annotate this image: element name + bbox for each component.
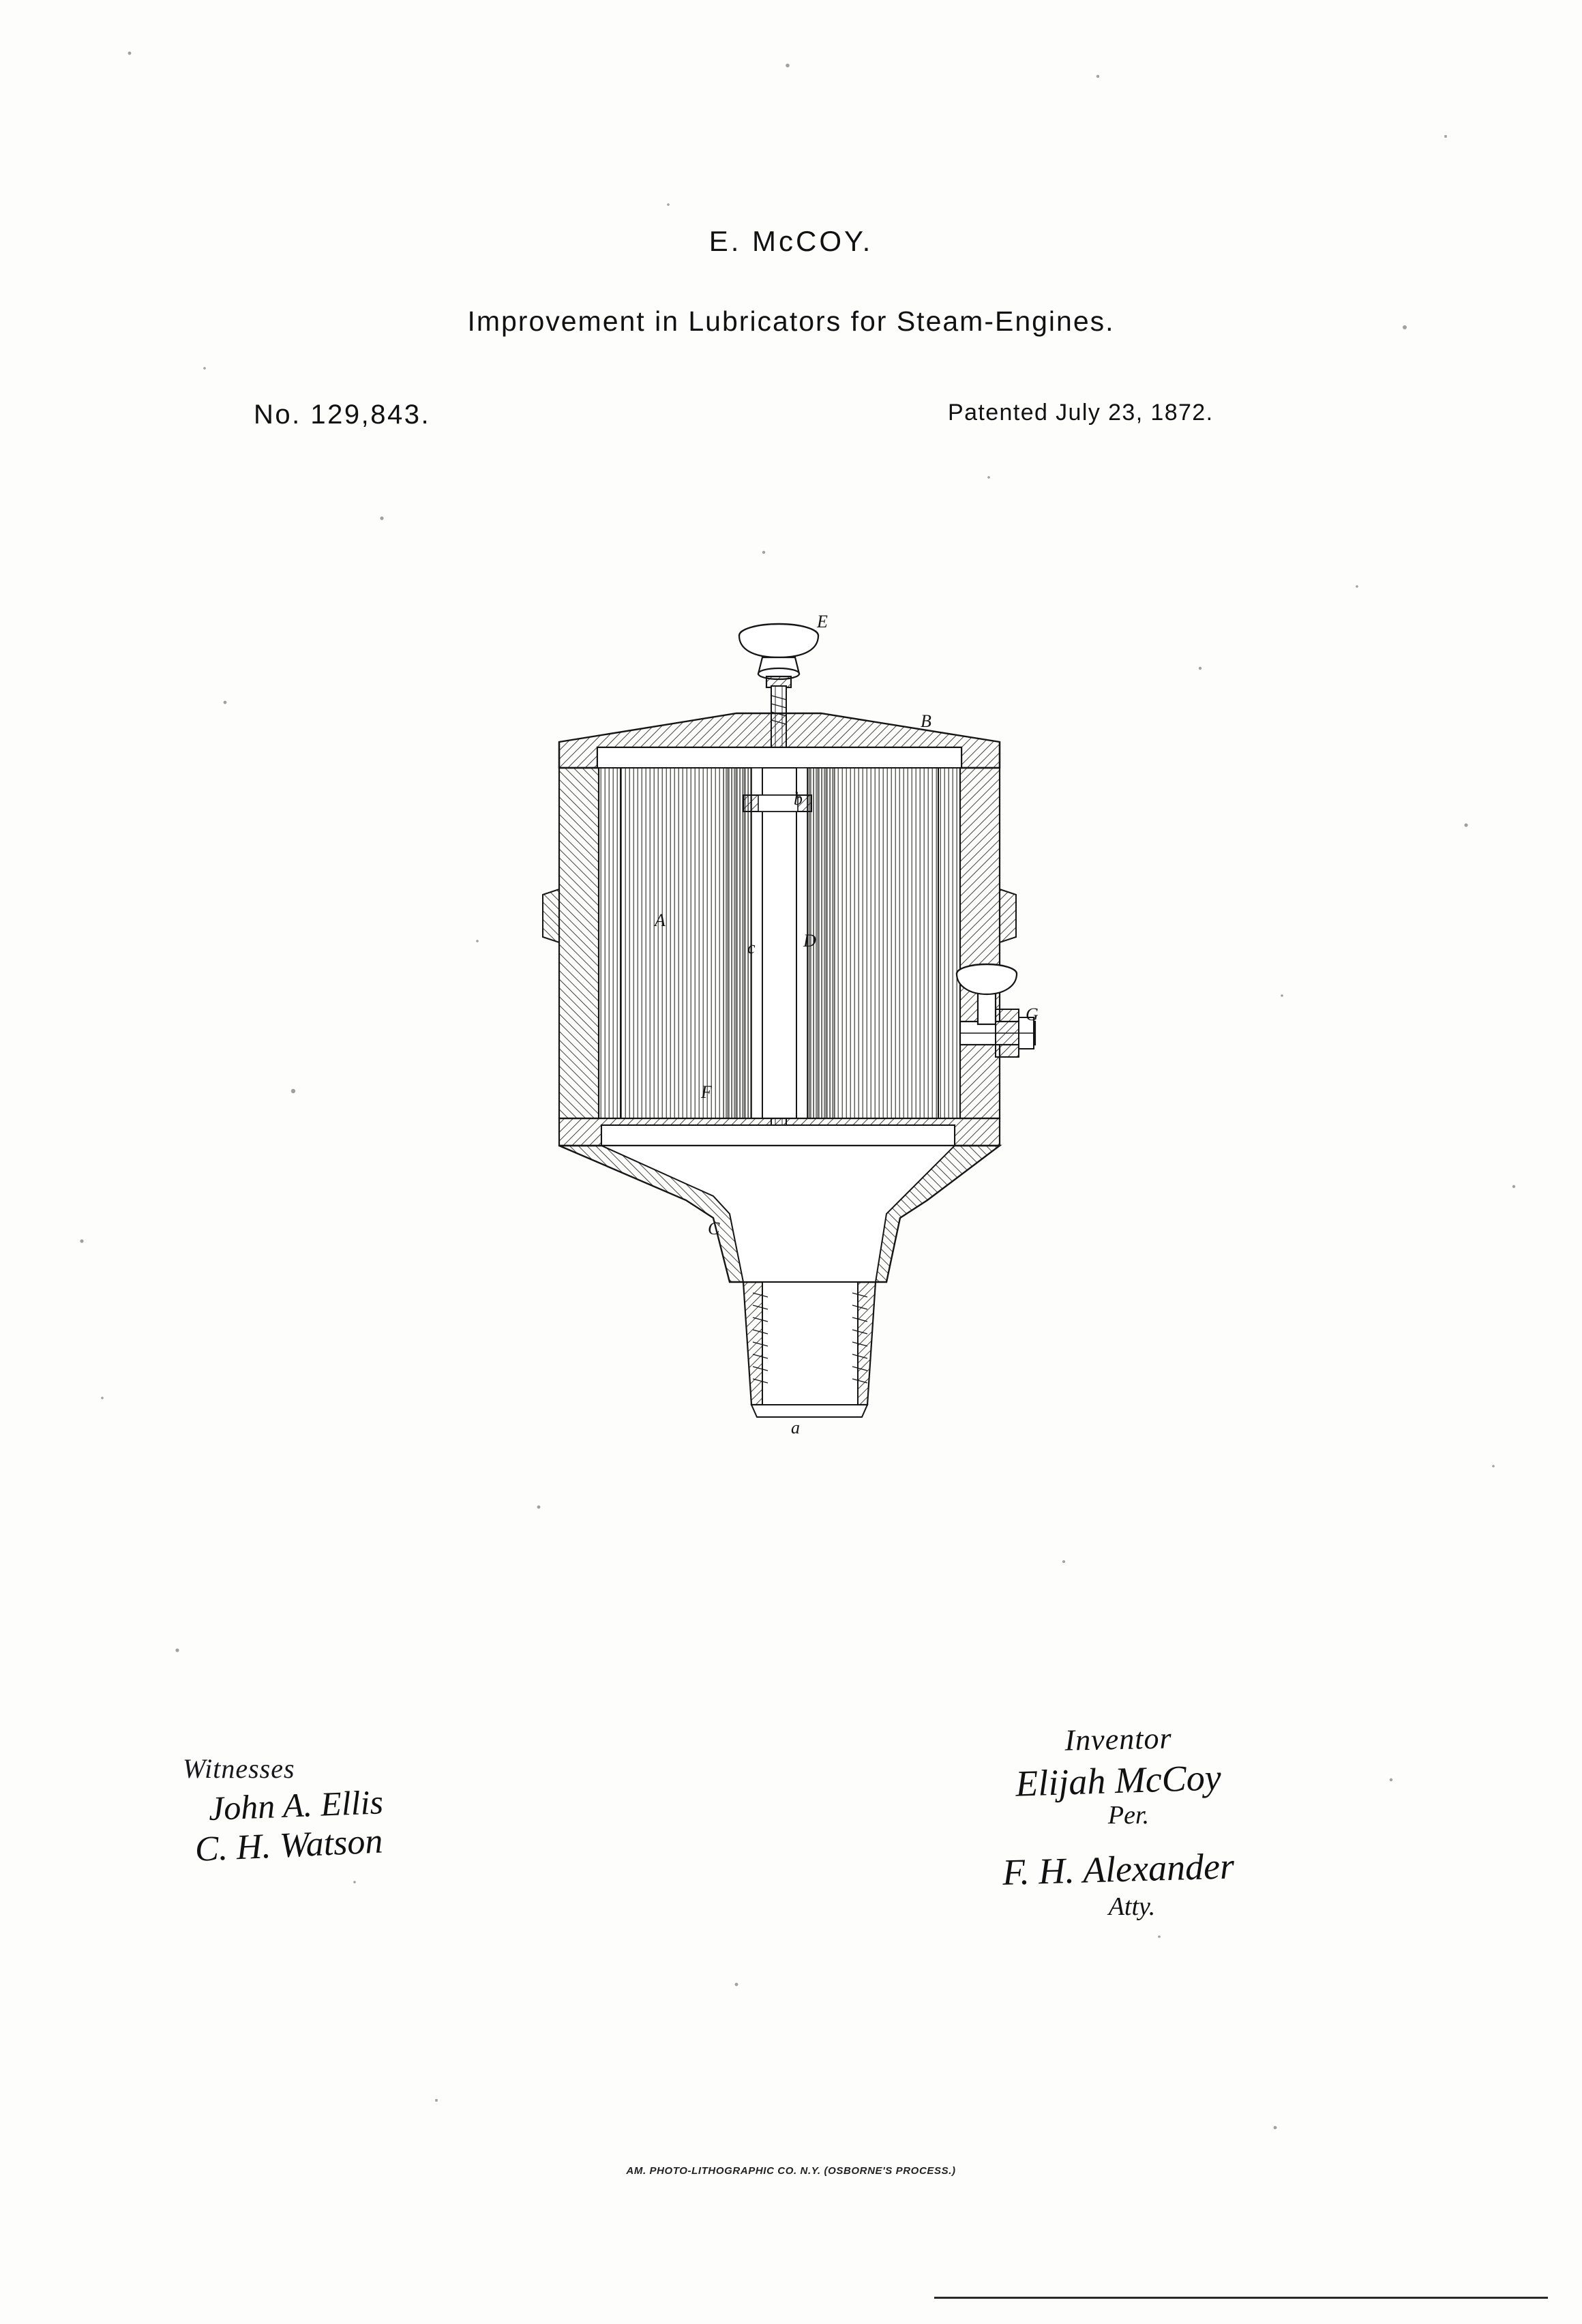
ref-letter-G: G — [1026, 1004, 1039, 1024]
inventor-label: Inventor — [1064, 1721, 1173, 1757]
witness-label: Witnesses — [183, 1753, 295, 1784]
page-edge-rule — [934, 2297, 1548, 2299]
ref-letter-F: F — [701, 1082, 712, 1102]
witness-signature-2: C. H. Watson — [194, 1821, 384, 1869]
inventor-block — [907, 1722, 1330, 1922]
patent-date: Patented July 23, 1872. — [948, 400, 1214, 426]
lower-taper — [559, 1146, 1000, 1282]
ref-letter-c: c — [747, 938, 756, 957]
ref-letter-b: b — [794, 789, 803, 809]
inventor-signature: Elijah McCoy — [1015, 1757, 1222, 1804]
ref-letter-a: a — [791, 1418, 800, 1437]
witness-signature-1: John A. Ellis — [207, 1783, 384, 1828]
top-handle — [739, 624, 818, 687]
ref-letter-E: E — [817, 612, 828, 631]
discharge-pipe — [743, 1282, 876, 1417]
oil-chamber — [599, 768, 960, 1118]
ref-letter-B: B — [921, 711, 931, 731]
printer-imprint: AM. PHOTO-LITHOGRAPHIC CO. N.Y. (OSBORNE'S PROCESS.) — [626, 2165, 956, 2177]
attorney-signature: F. H. Alexander — [1002, 1845, 1235, 1893]
ref-letter-A: A — [655, 910, 666, 930]
ref-letter-C: C — [708, 1219, 720, 1238]
ref-letter-D: D — [803, 931, 816, 951]
inventor-suffix: Per. — [1107, 1801, 1150, 1830]
inventor-header: E. McCOY. — [708, 225, 874, 257]
base-plate — [559, 1118, 1000, 1146]
attorney-label: Atty. — [1108, 1892, 1156, 1921]
patent-number: No. 129,843. — [254, 400, 431, 430]
witness-block — [183, 1753, 619, 1870]
top-cover — [559, 713, 1000, 768]
lubricator-drawing — [518, 600, 1077, 1568]
patent-title: Improvement in Lubricators for Steam-Engines. — [467, 306, 1115, 337]
patent-figure — [518, 600, 1077, 1568]
